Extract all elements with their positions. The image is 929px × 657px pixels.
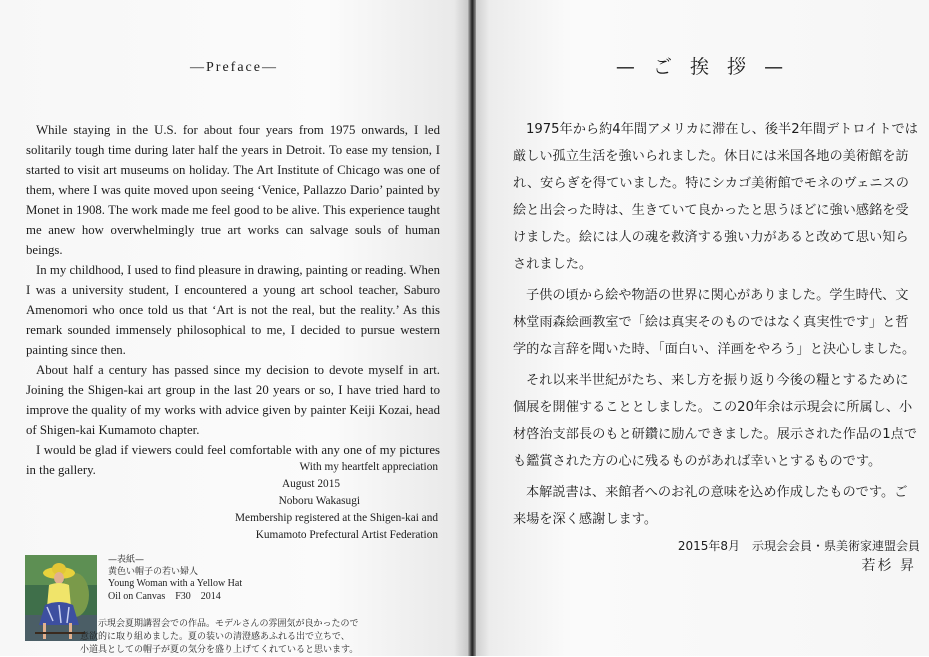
greeting-date-affiliation: 2015年8月 示現会会員・県美術家連盟会員 bbox=[677, 539, 920, 553]
caption-title-en: Young Woman with a Yellow Hat bbox=[108, 578, 243, 589]
preface-paragraph: About half a century has passed since my decision to devote myself in art. Joining the Shigen-kai art group in the last 20 years or so, I have tried hard to improve the quality of my works with advice given by painter Keiji Kozai, head of Shigen-kai Kumamoto chapter. bbox=[26, 363, 440, 437]
preface-paragraph: In my childhood, I used to find pleasure in drawing, painting or reading. When I was a university student, I encountered a young art school teacher, Saburo Amenomori who once told us that ‘Art is not the real, but the reality.’ As this remark sounded immensely philosophical to me, I decided to pursue western painting since then. bbox=[26, 263, 440, 357]
caption-medium: Oil on Canvas F30 2014 bbox=[108, 590, 221, 602]
greeting-paragraph: 本解説書は、来館者へのお礼の意味を込め作成したものです。ご来場を深く感謝します。 bbox=[513, 485, 908, 527]
cover-caption bbox=[108, 554, 428, 603]
preface-paragraph: While staying in the U.S. for about four years from 1975 onwards, I led solitarily tough time during later half the years in Detroit. To ease my tension, I started to visit art museums on holiday. The Art Institute of Chicago was one of them, where I was quite moved upon seeing ‘Venice, Pallazzo Dario’ painted by Monet in 1908. The work made me feel good to be alive. This experience taught me anew how overwhelmingly true art works can salvage souls of human beings. bbox=[26, 123, 440, 257]
page-gutter bbox=[468, 0, 476, 656]
caption-title-ja: 黄色い帽子の若い婦人 bbox=[108, 567, 199, 577]
commentary-line: 小道具としての帽子が夏の気分を盛り上げてくれていると思います。 bbox=[80, 645, 359, 655]
caption-heading: —表紙— bbox=[108, 555, 145, 565]
greeting-title: — ご 挨 拶 — bbox=[615, 56, 790, 78]
greeting-signature bbox=[600, 536, 920, 576]
greeting-paragraph: 1975年から約4年間アメリカに滞在し、後半2年間デトロイトでは厳しい孤立生活を強いられました。休日には米国各地の美術館を訪れ、安らぎを得ていました。特にシカゴ美術館でモネのヴェニスの絵と出会った時は、生きていて良かったと思うほどに強い感銘を受けました。絵には人の魂を救済する強い力があると改めて思い知らされました。 bbox=[513, 122, 918, 272]
preface-title: —Preface— bbox=[190, 60, 278, 75]
greeting-body bbox=[513, 116, 918, 537]
signature-federation: Kumamoto Prefectural Artist Federation bbox=[255, 529, 438, 541]
signature-membership: Membership registered at the Shigen-kai and bbox=[235, 512, 438, 524]
greeting-paragraph: それ以来半世紀がたち、来し方を振り返り今後の糧とするために個展を開催することとしました。この20年余は示現会に所属し、小材啓治支部長のもと研鑽に励んできました。展示された作品の1点でも鑑賞された方の心に残るものがあれば幸いとするものです。 bbox=[513, 373, 918, 469]
cover-commentary bbox=[80, 618, 430, 657]
signature-name: Noboru Wakasugi bbox=[278, 495, 360, 507]
preface-body bbox=[26, 120, 440, 480]
greeting-paragraph: 子供の頃から絵や物語の世界に関心がありました。学生時代、文林堂雨森絵画教室で「絵は真実そのものではなく真実性です」と哲学的な言辞を聞いた時、「面白い、洋画をやろう」と決心しました。 bbox=[513, 288, 916, 357]
commentary-line: 示現会夏期講習会での作品。モデルさんの雰囲気が良かったので bbox=[98, 619, 359, 629]
signature-date: August 2015 bbox=[281, 478, 340, 490]
preface-paragraph: I would be glad if viewers could feel comfortable with any one of my pictures in the gallery. bbox=[26, 443, 440, 477]
preface-signature bbox=[180, 459, 438, 544]
signature-appreciation: With my heartfelt appreciation bbox=[299, 461, 438, 473]
greeting-author-name: 若杉 昇 bbox=[861, 558, 916, 574]
commentary-line: 意欲的に取り組めました。夏の装いの清澄感あふれる出で立ちで、 bbox=[80, 632, 350, 642]
